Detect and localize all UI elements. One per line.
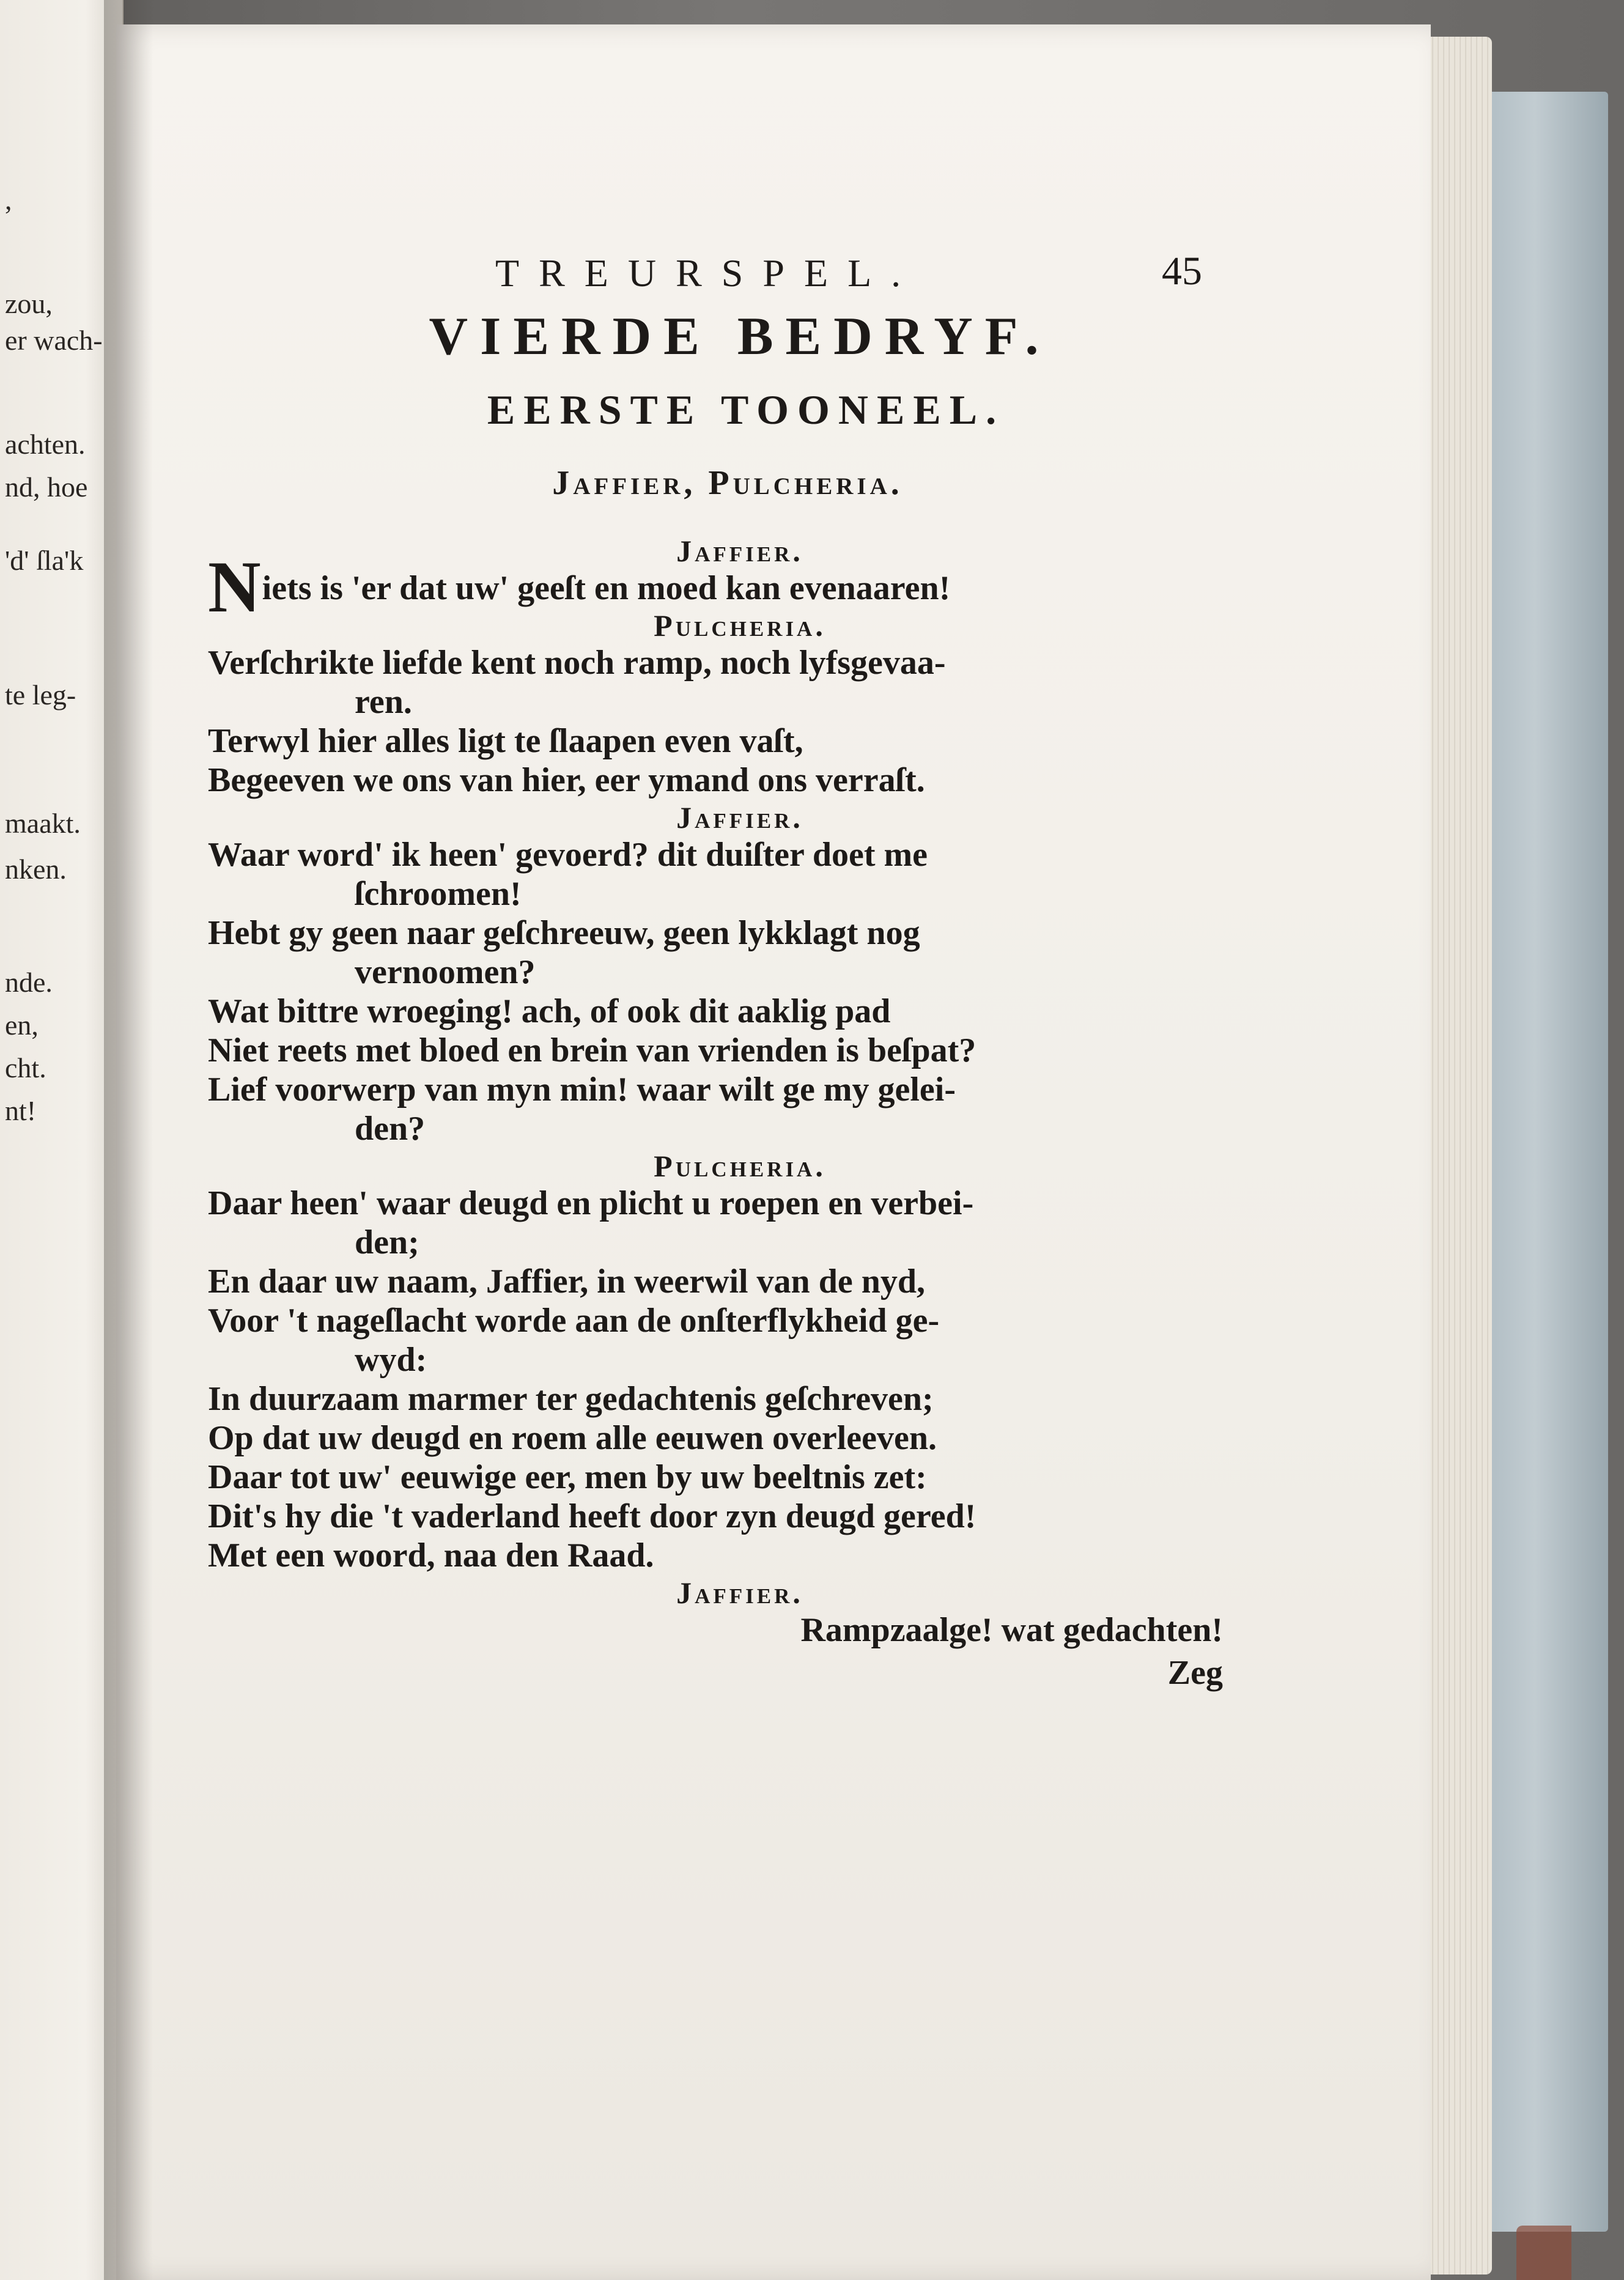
scene-title: EERSTE TOONEEL. [487, 386, 1005, 433]
verse-line: ren. [355, 683, 412, 721]
verse-line: Dit's hy die 't vaderland heeft door zyn deugd gered! [208, 1497, 976, 1535]
running-head [208, 226, 1247, 293]
verse-line: den; [355, 1223, 419, 1261]
verse-line: Daar heen' waar deugd en plicht u roepen en verbei- [208, 1184, 974, 1222]
left-page-fragment: nde. [5, 967, 53, 998]
left-page-fragment: te leg- [5, 679, 76, 710]
verse-line: Wat bittre wroeging! ach, of ook dit aaklig pad [208, 992, 891, 1030]
verse-line: Lief voorwerp van myn min! waar wilt ge my gelei- [208, 1071, 956, 1109]
verse-line: Met een woord, naa den Raad. [208, 1537, 654, 1574]
verse-line: Hebt gy geen naar geſchreeuw, geen lykklagt nog [208, 914, 920, 952]
verse-line: den? [355, 1110, 426, 1148]
gutter-shadow [104, 0, 153, 2280]
page-number: 45 [1162, 249, 1202, 293]
verse-line: Terwyl hier alles ligt te ſlaapen even vaſt, [208, 722, 803, 760]
act-title: VIERDE BEDRYF. [429, 307, 1051, 366]
left-page-fragment: er wach- [5, 325, 103, 356]
verse-line: En daar uw naam, Jaffier, in weerwil van de nyd, [208, 1263, 925, 1300]
speaker-name: Jaffier. [676, 800, 803, 835]
left-page-fragment: zou, [5, 288, 53, 319]
left-page-fragment: nt! [5, 1095, 37, 1126]
speaker-name: Pulcheria. [654, 1149, 826, 1183]
verse-line: Begeeven we ons van hier, eer ymand ons verraſt. [208, 761, 925, 799]
left-page-fragment: nken. [5, 854, 67, 885]
left-page-fragment: en, [5, 1009, 39, 1041]
drop-cap: N [208, 546, 261, 627]
left-page-fragment: maakt. [5, 808, 81, 839]
left-page-fragment: , [5, 184, 12, 215]
verse-line: Waar word' ik heen' gevoerd? dit duiſter doet me [208, 836, 928, 874]
verse-line: vernoomen? [355, 953, 536, 991]
left-page-fragment: achten. [5, 429, 86, 460]
verse-line: Rampzaalge! wat gedachten! [800, 1611, 1223, 1649]
left-page-fragment: cht. [5, 1052, 46, 1083]
printed-text-block [208, 226, 1247, 1692]
verse-line: Verſchrikte liefde kent noch ramp, noch lyfsgevaa- [208, 644, 946, 682]
verse-line: Op dat uw deugd en roem alle eeuwen overleeven. [208, 1419, 937, 1457]
speaker-name: Pulcheria. [654, 608, 826, 643]
verse-line: ſchroomen! [355, 875, 522, 913]
verse-line: Voor 't nageſlacht worde aan de onſterflykheid ge- [208, 1302, 940, 1340]
verse-line: In duurzaam marmer ter gedachtenis geſchreven; [208, 1380, 934, 1418]
book-page [116, 24, 1431, 2280]
speaker-name: Jaffier. [676, 534, 803, 568]
verse-line-text: iets is 'er dat uw' geeſt en moed kan evenaaren! [262, 569, 951, 607]
cast-list: Jaffier, Pulcheria. [552, 464, 903, 502]
verse-line: Daar tot uw' eeuwige eer, men by uw beeltnis zet: [208, 1458, 927, 1496]
running-title: TREURSPEL. [495, 251, 921, 295]
left-page-fragment: 'd' ſla'k [5, 545, 84, 576]
verse-line: Niet reets met bloed en brein van vrienden is beſpat? [208, 1031, 976, 1069]
verse-line: wyd: [355, 1341, 427, 1379]
speaker-name: Jaffier. [676, 1576, 803, 1610]
dialogue [208, 533, 1247, 1650]
catchword: Zeg [1167, 1654, 1223, 1692]
corner-stain [1516, 2226, 1571, 2280]
left-page-fragment: nd, hoe [5, 471, 88, 503]
